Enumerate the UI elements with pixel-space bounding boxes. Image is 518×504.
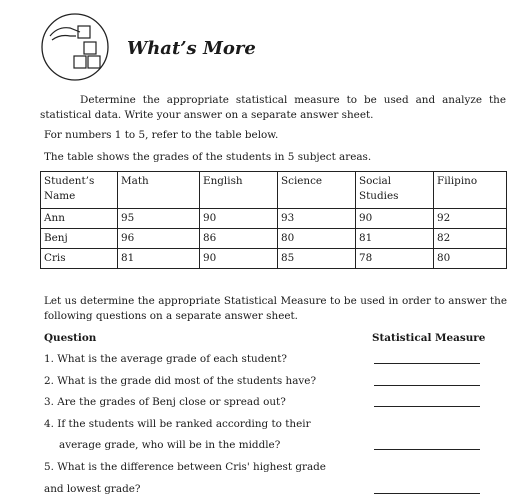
- question-5-line-2: and lowest grade?: [44, 483, 141, 495]
- table-row: [41, 249, 507, 269]
- column-header: English: [200, 172, 278, 209]
- stacking-blocks-icon: [40, 12, 110, 82]
- table-cell: 80: [278, 229, 356, 249]
- grades-table: [40, 171, 507, 269]
- question-4-line-1: 4. If the students will be ranked according to their: [44, 418, 311, 430]
- table-cell: 95: [118, 209, 200, 229]
- instruction-text: Determine the appropriate statistical measure to be used and analyze the statistical data. Write your answer on a separate answer sheet.: [40, 94, 506, 121]
- question-5-line-1: 5. What is the difference between Cris' highest grade: [44, 461, 326, 473]
- column-header: Filipino: [434, 172, 507, 209]
- section-title: What’s More: [127, 38, 256, 59]
- table-cell: Benj: [41, 229, 118, 249]
- column-header: Student’s Name: [41, 172, 118, 209]
- table-cell: 90: [200, 249, 278, 269]
- table-cell: 92: [434, 209, 507, 229]
- measure-header: Statistical Measure: [372, 332, 486, 344]
- answer-line-5: [374, 493, 480, 494]
- answer-line-1: [374, 363, 480, 364]
- table-row: [41, 229, 507, 249]
- answer-line-4: [374, 449, 480, 450]
- table-row: [41, 209, 507, 229]
- answer-line-3: [374, 406, 480, 407]
- table-cell: 78: [356, 249, 434, 269]
- table-cell: 93: [278, 209, 356, 229]
- question-1: 1. What is the average grade of each student?: [44, 353, 287, 365]
- table-header-row: [41, 172, 507, 209]
- column-header: Math: [118, 172, 200, 209]
- table-cell: 85: [278, 249, 356, 269]
- table-cell: 81: [118, 249, 200, 269]
- table-cell: 82: [434, 229, 507, 249]
- table-cell: 80: [434, 249, 507, 269]
- table-caption: The table shows the grades of the students in 5 subject areas.: [44, 151, 372, 163]
- questions-intro: Let us determine the appropriate Statistical Measure to be used in order to answer the following questions on a separate answer sheet.: [44, 295, 507, 322]
- question-header: Question: [44, 332, 97, 344]
- question-3: 3. Are the grades of Benj close or spread out?: [44, 396, 286, 408]
- question-4-line-2: average grade, who will be in the middle?: [59, 439, 281, 451]
- numbers-note: For numbers 1 to 5, refer to the table below.: [44, 129, 279, 141]
- table-cell: Cris: [41, 249, 118, 269]
- table-cell: 86: [200, 229, 278, 249]
- column-header: Social Studies: [356, 172, 434, 209]
- table-cell: 90: [200, 209, 278, 229]
- answer-line-2: [374, 385, 480, 386]
- table-cell: 96: [118, 229, 200, 249]
- question-2: 2. What is the grade did most of the students have?: [44, 375, 317, 387]
- column-header: Science: [278, 172, 356, 209]
- table-cell: 90: [356, 209, 434, 229]
- table-cell: 81: [356, 229, 434, 249]
- table-cell: Ann: [41, 209, 118, 229]
